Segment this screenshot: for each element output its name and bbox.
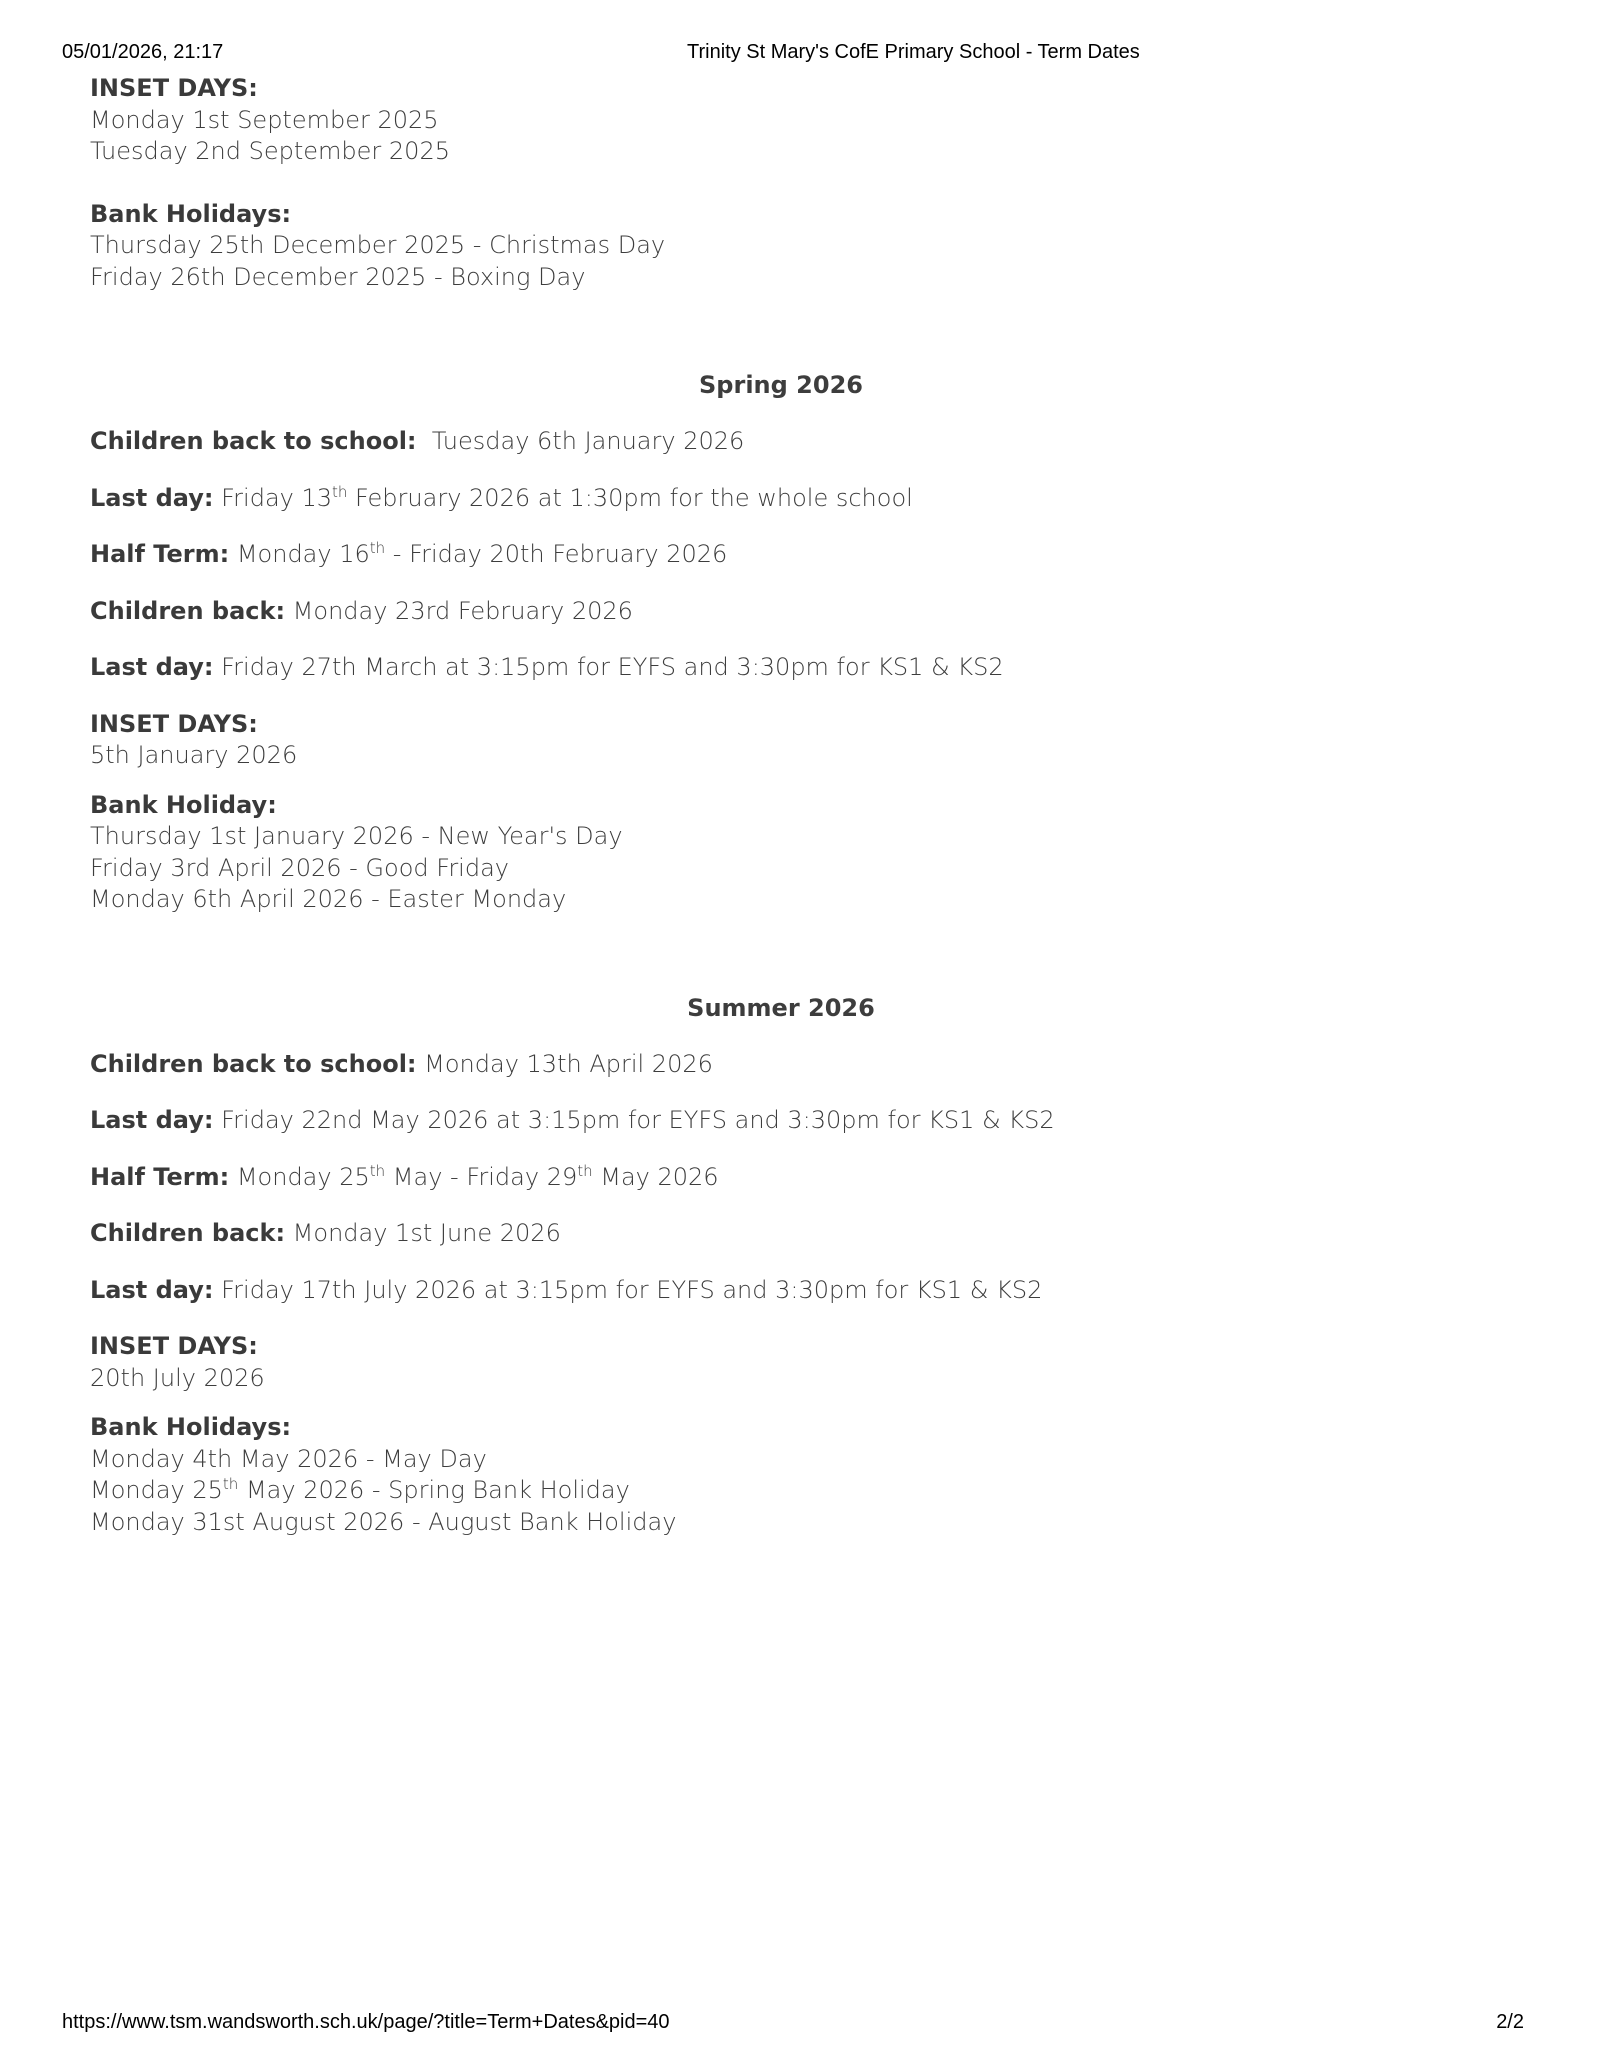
row-label: Last day: <box>90 653 214 681</box>
spring-term-title <box>90 370 1510 401</box>
row-label: Last day: <box>90 1275 214 1304</box>
spring-bank-holidays <box>90 790 1510 916</box>
row-label: Last day: <box>90 483 214 512</box>
inset-day-item: Monday 1st September 2025 <box>90 105 439 134</box>
summer-term-title <box>90 993 1510 1024</box>
ordinal-suffix: th <box>332 482 348 501</box>
inset-days-heading: INSET DAYS: <box>90 74 258 102</box>
row-value-cont: May 2026 <box>592 1162 719 1191</box>
ordinal-suffix: th <box>577 1161 593 1180</box>
term-dates-content <box>90 73 1510 1538</box>
bank-holiday-text: Monday 4th May 2026 - May Day <box>90 1444 487 1473</box>
bank-holiday-item: Friday 3rd April 2026 - Good Friday <box>90 853 509 882</box>
bank-holiday-item <box>90 1507 1510 1539</box>
bank-holiday-item: Monday 6th April 2026 - Easter Monday <box>90 885 567 913</box>
spring-row-children-back <box>90 596 1510 628</box>
ordinal-suffix: th <box>369 1161 386 1180</box>
print-page-title: Trinity St Mary's CofE Primary School - Term Dates <box>687 41 1140 63</box>
spring-term-title-text: Spring 2026 <box>699 371 863 399</box>
row-value: Monday 13th April 2026 <box>416 1049 713 1078</box>
row-value: Monday 1st June 2026 <box>285 1219 561 1247</box>
summer-term-title-text: Summer 2026 <box>687 993 875 1022</box>
summer-row-half-term <box>90 1162 1510 1194</box>
summer-inset-days <box>90 1331 1510 1394</box>
row-label: Children back to school: <box>90 427 417 455</box>
inset-days-heading: INSET DAYS: <box>90 709 258 738</box>
bank-holidays-heading: Bank Holiday: <box>90 790 277 819</box>
autumn-bank-holidays <box>90 199 1510 294</box>
bank-holidays-heading: Bank Holidays: <box>90 199 292 228</box>
bank-holiday-item <box>90 1444 1510 1476</box>
row-label: Children back to school: <box>90 1049 417 1078</box>
print-datetime: 05/01/2026, 21:17 <box>62 41 224 63</box>
row-value-cont: February 2026 at 1:30pm for the whole school <box>347 483 913 512</box>
row-label: Children back: <box>90 596 286 625</box>
spring-row-back-to-school <box>90 426 1510 458</box>
bank-holiday-text-cont: May 2026 - Spring Bank Holiday <box>238 1476 630 1504</box>
page-url: https://www.tsm.wandsworth.sch.uk/page/?title=Term+Dates&pid=40 <box>62 2011 670 2033</box>
spring-row-last-day-half <box>90 483 1510 515</box>
bank-holiday-item <box>90 1475 1510 1507</box>
spring-inset-days <box>90 709 1510 772</box>
row-value: Friday 13 <box>213 483 333 512</box>
row-label: Half Term: <box>90 1162 230 1191</box>
bank-holiday-item: Thursday 25th December 2025 - Christmas Day <box>90 231 666 259</box>
autumn-inset-days <box>90 73 1510 168</box>
row-value-cont: May - Friday 29 <box>385 1162 578 1191</box>
inset-days-heading: INSET DAYS: <box>90 1332 258 1360</box>
bank-holiday-item: Thursday 1st January 2026 - New Year's Day <box>90 822 623 850</box>
print-header <box>62 41 1538 65</box>
summer-row-last-day-half <box>90 1105 1510 1137</box>
summer-row-children-back <box>90 1218 1510 1250</box>
row-value: Monday 25 <box>229 1162 370 1191</box>
row-value: Tuesday 6th January 2026 <box>416 427 745 455</box>
inset-day-item: Tuesday 2nd September 2025 <box>90 137 450 165</box>
ordinal-suffix: th <box>369 539 386 557</box>
row-value: Monday 16 <box>229 540 370 568</box>
row-label: Last day: <box>90 1106 214 1134</box>
inset-day-item: 5th January 2026 <box>90 741 298 769</box>
ordinal-suffix: th <box>222 1475 239 1493</box>
row-value: Friday 27th March at 3:15pm for EYFS and 3:30pm for KS1 & KS2 <box>213 653 1004 681</box>
bank-holiday-text: Monday 25 <box>90 1476 223 1504</box>
spring-row-last-day-term <box>90 652 1510 684</box>
row-label: Half Term: <box>90 540 230 568</box>
row-label: Children back: <box>90 1219 286 1247</box>
row-value-cont: - Friday 20th February 2026 <box>385 540 728 568</box>
row-value: Friday 22nd May 2026 at 3:15pm for EYFS and 3:30pm for KS1 & KS2 <box>213 1106 1055 1134</box>
inset-day-item: 20th July 2026 <box>90 1363 265 1392</box>
page-number: 2/2 <box>1496 2011 1524 2033</box>
row-value: Monday 23rd February 2026 <box>285 596 633 625</box>
bank-holiday-text: Monday 31st August 2026 - August Bank Holiday <box>90 1507 677 1536</box>
summer-row-last-day-term <box>90 1275 1510 1307</box>
bank-holiday-item: Friday 26th December 2025 - Boxing Day <box>90 262 586 291</box>
row-value: Friday 17th July 2026 at 3:15pm for EYFS and 3:30pm for KS1 & KS2 <box>213 1275 1043 1304</box>
spring-row-half-term <box>90 539 1510 571</box>
summer-row-back-to-school <box>90 1049 1510 1081</box>
summer-bank-holidays <box>90 1412 1510 1538</box>
bank-holidays-heading: Bank Holidays: <box>90 1413 292 1441</box>
